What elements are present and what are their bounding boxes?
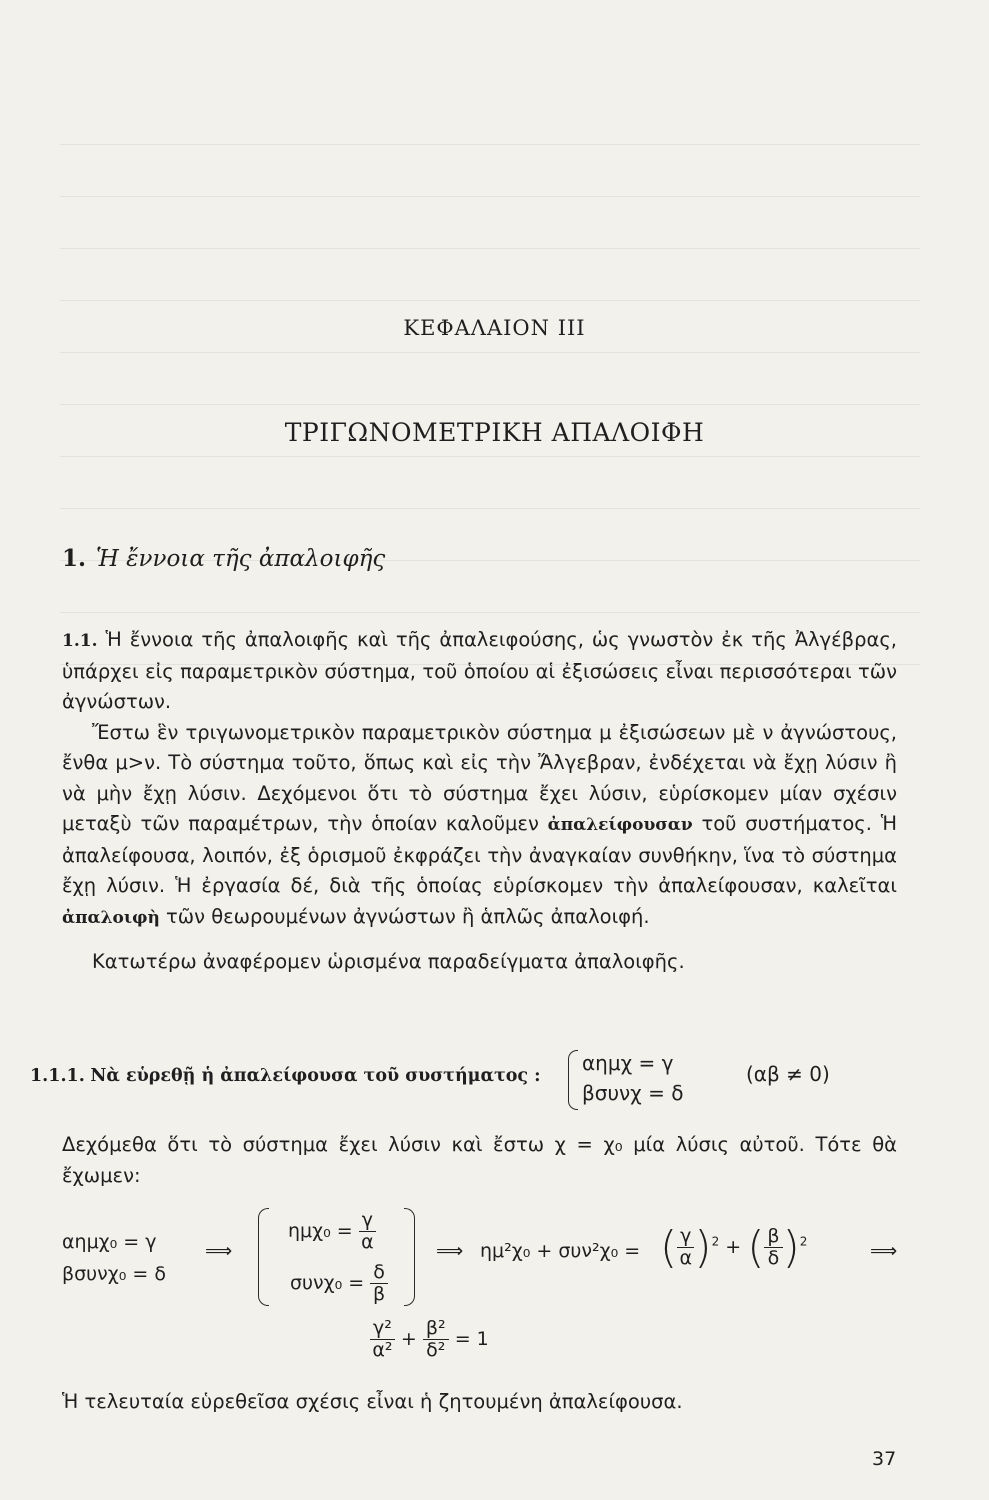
section-title: Ἡ ἔννοια τῆς ἀπαλοιφῆς	[96, 546, 386, 572]
paragraph-3: Κατωτέρω ἀναφέρομεν ὡρισμένα παραδείγματα ἀπαλοιφῆς.	[92, 950, 685, 973]
body-text	[62, 625, 897, 978]
example-heading	[30, 1066, 541, 1086]
eliminant-result: $\frac{\text{γ²}}{\text{α²}}$ + $\frac{\text{β²}}{\text{δ²}}$ = 1	[370, 1318, 489, 1361]
squared-sum: ( $\frac{\gamma}{\alpha}$ )$^2$ + ( $\frac{\beta}{\delta}$ )$^2$	[660, 1222, 808, 1273]
concluding-sentence: Ἡ τελευταία εὑρεθεῖσα σχέσις εἶναι ἡ ζητουμένη ἀπαλείφουσα.	[62, 1390, 683, 1413]
pythagorean-lhs: ημ²χ₀ + συν²χ₀ =	[480, 1240, 641, 1262]
system-eq-1: αημχ = γ	[582, 1051, 674, 1075]
derivation-given: αημχ₀ = γ βσυνχ₀ = δ	[62, 1231, 166, 1285]
paragraph-number: 1.1.	[62, 631, 98, 651]
term-apaloifi: ἀπαλοιφὴ	[62, 907, 160, 928]
system-eq-2: βσυνχ = δ	[582, 1081, 684, 1105]
system-brace	[568, 1050, 578, 1110]
derivation-step-sin: ημχ₀ = $\frac{\gamma}{\alpha}$	[288, 1210, 376, 1253]
example-system	[582, 1048, 683, 1108]
arrow-1: ⟹	[205, 1240, 233, 1262]
section-heading	[62, 545, 385, 572]
chapter-title: ΤΡΙΓΩΝΟΜΕΤΡΙΚΗ ΑΠΑΛΟΙΦΗ	[284, 418, 705, 447]
section-number: 1.	[62, 545, 87, 572]
example-title: Νὰ εὑρεθῇ ἡ ἀπαλείφουσα τοῦ συστήματος :	[90, 1066, 541, 1086]
system-condition: (αβ ≠ 0)	[746, 1062, 830, 1086]
chapter-label: ΚΕΦΑΛΑΙΟΝ III	[403, 316, 586, 340]
derivation-step-cos: συνχ₀ = $\frac{\delta}{\beta}$	[290, 1262, 388, 1305]
page-number: 37	[872, 1448, 897, 1470]
right-brace	[404, 1208, 415, 1306]
arrow-2: ⟹	[436, 1240, 464, 1262]
paragraph-1: 1.1. Ἡ ἔννοια τῆς ἀπαλοιφῆς καὶ τῆς ἀπαλειφούσης, ὡς γνωστὸν ἐκ τῆς Ἀλγέβρας, ὑπάρχει εἰς παραμετρικὸν σύστημα, τοῦ ὁποίου αἱ ἐξισώσεις εἶναι περισσότεραι τῶν ἀγνώστων.	[62, 628, 897, 713]
arrow-3: ⟹	[870, 1240, 898, 1262]
term-apaleifousa: ἀπαλείφουσαν	[547, 815, 693, 835]
paragraph-4: Δεχόμεθα ὅτι τὸ σύστημα ἔχει λύσιν καὶ ἔστω χ = χ₀ μία λύσις αὐτοῦ. Τότε θὰ ἔχωμεν:	[62, 1133, 897, 1187]
example-number: 1.1.1.	[30, 1066, 85, 1086]
left-brace	[258, 1208, 269, 1306]
paragraph-2: Ἔστω ἓν τριγωνομετρικὸν παραμετρικὸν σύστημα μ ἐξισώσεων μὲ ν ἀγνώστους, ἔνθα μ>ν. Τὸ σύστημα τοῦτο, ὅπως καὶ εἰς τὴν Ἄλγεβραν, ἐνδέχεται νὰ ἔχῃ λύσιν ἢ νὰ μὴν ἔχῃ λύσιν. Δεχόμενοι ὅτι τὸ σύστημα ἔχει λύσιν, εὑρίσκομεν μίαν σχέσιν μεταξὺ τῶν παραμέτρων, τὴν ὁποίαν καλοῦμεν ἀπαλείφουσαν τοῦ συστήματος. Ἡ ἀπαλείφουσα, λοιπόν, ἐξ ὁρισμοῦ ἐκφράζει τὴν ἀναγκαίαν συνθήκην, ἵνα τὸ σύστημα ἔχῃ λύσιν. Ἡ ἐργασία δέ, διὰ τῆς ὁποίας εὑρίσκομεν τὴν ἀπαλείφουσαν, καλεῖται ἀπαλοιφὴ τῶν θεωρουμένων ἀγνώστων ἢ ἁπλῶς ἀπαλοιφή.	[62, 720, 897, 928]
bleed-through-text	[60, 110, 920, 670]
